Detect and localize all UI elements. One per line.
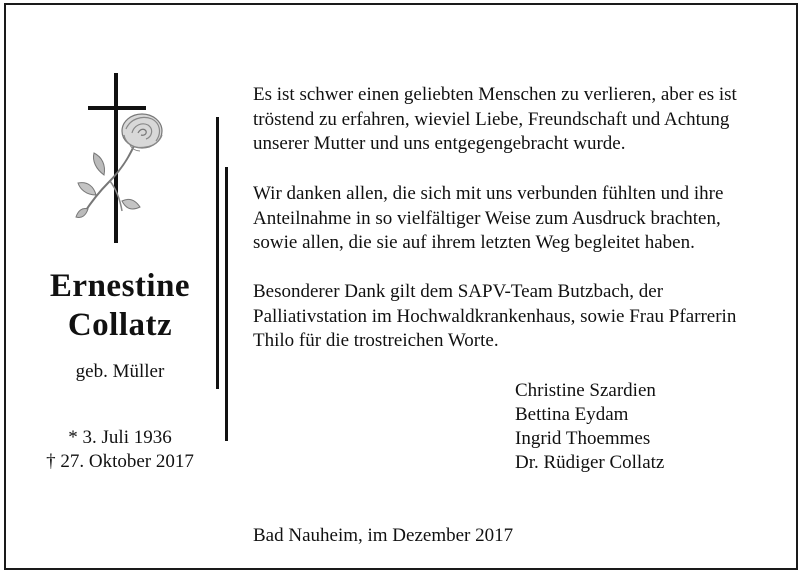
rose-icon: [70, 111, 170, 221]
vertical-divider-left: [216, 117, 219, 389]
text-line: Wir danken allen, die sich mit uns verbunden fühlten und ihre: [253, 183, 724, 204]
thanks-paragraph-3: [253, 280, 793, 354]
text-line: sowie allen, die sie auf ihrem letzten Weg begleitet haben.: [253, 232, 695, 253]
cross-horizontal-beam: [88, 106, 146, 110]
signer-name: Christine Szardien: [515, 380, 656, 401]
text-line: tröstend zu erfahren, wieviel Liebe, Freundschaft und Achtung: [253, 108, 730, 130]
deceased-last-name: Collatz: [67, 307, 173, 343]
death-date: † 27. Oktober 2017: [46, 451, 194, 472]
deceased-first-name: Ernestine: [49, 268, 191, 304]
life-dates: [20, 426, 220, 474]
signer-name: Ingrid Thoemmes: [515, 428, 651, 449]
obituary-card: [4, 3, 798, 570]
signer-name: Bettina Eydam: [515, 404, 629, 425]
text-line: Thilo für die trostreichen Worte.: [253, 330, 499, 351]
place-and-date: Bad Nauheim, im Dezember 2017: [253, 525, 514, 546]
text-line: Besonderer Dank gilt dem SAPV-Team Butzbach, der: [253, 281, 664, 302]
thanks-paragraph-2: [253, 182, 793, 256]
signers-list: [515, 379, 664, 475]
cross-with-rose-icon: [70, 73, 170, 245]
birth-date: * 3. Juli 1936: [68, 427, 172, 448]
text-line: Es ist schwer einen geliebten Menschen zu verlieren, aber es ist: [253, 84, 737, 105]
text-line: Palliativstation im Hochwaldkrankenhaus, sowie Frau Pfarrerin: [253, 305, 737, 327]
vertical-divider-right: [225, 167, 228, 441]
signer-name: Dr. Rüdiger Collatz: [515, 452, 665, 473]
birth-name: geb. Müller: [75, 361, 165, 382]
thanks-paragraph-1: [253, 83, 793, 157]
text-line: Anteilnahme in so vielfältiger Weise zum Ausdruck brachten,: [253, 207, 721, 229]
text-line: unserer Mutter und uns entgegengebracht wurde.: [253, 133, 626, 154]
